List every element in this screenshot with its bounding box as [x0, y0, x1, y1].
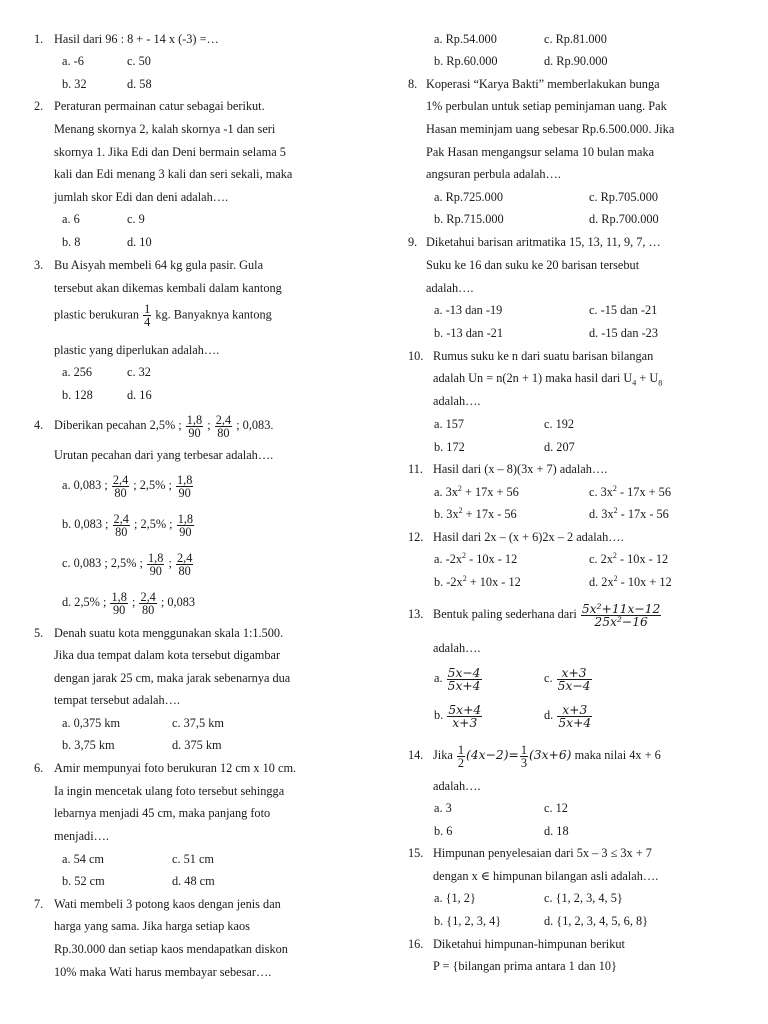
option-text: - 17x - 56 [617, 507, 669, 521]
denominator: x+3 [452, 715, 478, 730]
numerator: 1 [144, 302, 151, 316]
question-line: Diketahui barisan aritmatika 15, 13, 11, 9, 7, … [426, 235, 661, 249]
option-b [434, 574, 521, 590]
question-number: 8. [408, 77, 418, 91]
option-c [589, 484, 671, 500]
option-b [62, 509, 195, 539]
option-text: - 10x + 12 [617, 575, 672, 589]
option-c [62, 548, 194, 578]
denominator: 80 [217, 425, 230, 440]
denominator: 4 [144, 315, 151, 329]
denominator: 90 [178, 485, 191, 500]
question-text: Hasil dari 96 : 8 + - 14 x (-3) =… [54, 32, 219, 46]
question-line: Urutan pecahan dari yang terbesar adalah…. [54, 448, 274, 462]
option-b: b. 32 [62, 77, 87, 91]
question-line: angsuran perbula adalah…. [426, 167, 561, 181]
numerator: 2,4 [176, 550, 193, 565]
fraction [581, 603, 662, 628]
option-b: b. 6 [434, 824, 453, 838]
option-a: a. {1, 2} [434, 891, 476, 905]
numerator: 5x−4 [447, 665, 481, 680]
option-text: ; 2,5% ; [134, 517, 173, 531]
option-text: a. 0,083 ; [62, 478, 108, 492]
numerator: 1,8 [186, 412, 203, 427]
exponent: 2 [457, 483, 462, 493]
question-number: 4. [34, 418, 44, 432]
denominator: 80 [178, 563, 191, 578]
option-a: a. 256 [62, 365, 93, 379]
option-c: c. 32 [127, 365, 151, 379]
math-expression: (4x−2)= [466, 748, 519, 762]
question-line: adalah…. [433, 641, 481, 655]
question-number: 14. [408, 748, 424, 762]
option-c: c. Rp.705.000 [589, 190, 658, 204]
question-line: adalah…. [433, 394, 481, 408]
option-c: c. 12 [544, 801, 568, 815]
option-b: b. Rp.715.000 [434, 212, 504, 226]
numerator: x+3 [557, 704, 592, 717]
question-line-with-fraction [433, 740, 661, 770]
exponent: 2 [612, 483, 617, 493]
question-line: Wati membeli 3 potong kaos dengan jenis dan [54, 897, 281, 911]
subscript: 8 [658, 378, 663, 388]
question-line: 10% maka Wati harus membayar sebesar…. [54, 965, 272, 979]
question-number: 9. [408, 235, 418, 249]
option-b: b. {1, 2, 3, 4} [434, 914, 502, 928]
option-a: a. 157 [434, 417, 465, 431]
option-a: a. -6 [62, 54, 84, 68]
fraction [215, 414, 232, 439]
question-line-with-fraction [433, 599, 662, 629]
subscript: 4 [632, 378, 637, 388]
option-a: a. 3 [434, 801, 452, 815]
option-letter: a. [434, 671, 443, 685]
fraction [457, 744, 465, 769]
question-line: dengan x ∈ himpunan bilangan asli adalah…. [433, 869, 659, 883]
option-c: c. 51 cm [172, 852, 215, 866]
option-letter: b. [434, 708, 444, 722]
question-number: 1. [34, 32, 44, 46]
option-text: ; [168, 556, 172, 570]
fraction [139, 591, 156, 616]
numerator: 2,4 [215, 412, 232, 427]
fraction [176, 552, 193, 577]
question-number: 5. [34, 626, 44, 640]
denominator: 90 [188, 425, 201, 440]
option-c [589, 551, 668, 567]
fraction [110, 591, 127, 616]
option-b: b. Rp.60.000 [434, 54, 498, 68]
text-fragment: kg. Banyaknya kantong [155, 307, 272, 322]
text-fragment: adalah Un = n(2n + 1) maka hasil dari U [433, 371, 633, 385]
question-number: 7. [34, 897, 44, 911]
option-a [434, 484, 519, 500]
exponent: 2 [462, 550, 466, 560]
text-fragment: Bentuk paling sederhana dari [433, 607, 577, 621]
exponent: 2 [462, 573, 467, 583]
option-d: d. 18 [544, 824, 569, 838]
question-line: Peraturan permainan catur sebagai berikut. [54, 99, 265, 113]
denominator: 90 [113, 602, 126, 617]
denominator: 80 [114, 485, 127, 500]
option-c: c. {1, 2, 3, 4, 5} [544, 891, 623, 905]
fraction [143, 303, 151, 328]
question-line-with-fraction [54, 410, 273, 440]
option-d: d. 58 [127, 77, 152, 91]
option-text: b. 0,083 ; [62, 517, 109, 531]
question-number: 12. [408, 530, 424, 544]
option-text: d. 3x [589, 507, 614, 521]
fraction [112, 474, 129, 499]
option-d: d. Rp.90.000 [544, 54, 608, 68]
question-text: Hasil dari (x – 8)(3x + 7) adalah…. [433, 462, 608, 476]
numerator: 5x+4 [448, 702, 482, 717]
option-text: + 17x + 56 [461, 485, 519, 499]
denominator: 80 [141, 602, 155, 617]
option-text: - 17x + 56 [616, 485, 671, 499]
option-d: d. -15 dan -23 [589, 326, 658, 340]
question-line: Koperasi “Karya Bakti” memberlakukan bunga [426, 77, 660, 91]
option-a: a. -13 dan -19 [434, 303, 503, 317]
numerator: x+3 [557, 667, 592, 680]
fraction [186, 414, 203, 439]
text-fragment: plastic berukuran [54, 307, 140, 322]
option-b: b. 8 [62, 235, 81, 249]
option-b [434, 506, 517, 522]
numerator: 1,8 [177, 511, 194, 526]
option-b: b. 3,75 km [62, 738, 115, 752]
denominator: 3 [520, 755, 527, 770]
option-d: d. 16 [127, 388, 152, 402]
denominator: 5x−4 [557, 678, 591, 693]
denominator: 5x+4 [447, 678, 481, 693]
option-text: + 10x - 12 [466, 575, 521, 589]
question-line: adalah…. [433, 779, 481, 793]
option-d [62, 587, 195, 617]
numerator: 1,8 [148, 550, 164, 565]
question-number: 15. [408, 846, 424, 860]
option-d: d. 207 [544, 440, 575, 454]
denominator: 90 [149, 563, 162, 578]
question-line: Rumus suku ke n dari suatu barisan bilangan [433, 349, 654, 363]
numerator: 2,4 [113, 511, 129, 526]
text-fragment: Diberikan pecahan 2,5% ; [54, 418, 182, 432]
option-text: - 10x - 12 [616, 552, 669, 566]
option-text: b. -2x [434, 575, 463, 589]
math-expression: (3x+6) [529, 748, 572, 762]
option-text: d. 2x [589, 575, 614, 589]
question-line: menjadi…. [54, 829, 109, 843]
option-c: c. 192 [544, 417, 575, 431]
question-line: adalah…. [426, 281, 474, 295]
numerator: 1,8 [111, 589, 127, 604]
option-text: a. -2x [434, 552, 462, 566]
question-line [433, 370, 662, 386]
numerator: 1,8 [176, 472, 193, 487]
question-line: Ia ingin mencetak ulang foto tersebut sehingga [54, 784, 285, 798]
fraction [176, 474, 193, 499]
question-line: Denah suatu kota menggunakan skala 1:1.500. [54, 626, 284, 640]
denominator: 2 [457, 755, 465, 770]
option-text: ; 2,5% ; [133, 478, 172, 492]
text-fragment: ; [207, 418, 211, 432]
question-line: jumlah skor Edi dan deni adalah…. [54, 190, 229, 204]
option-a: a. 6 [62, 212, 80, 226]
numerator: 2,4 [112, 472, 129, 487]
denominator: 90 [179, 524, 192, 539]
option-b: b. 52 cm [62, 874, 105, 888]
option-b: b. 128 [62, 388, 93, 402]
option-a: a. 0,375 km [62, 716, 121, 730]
question-number: 10. [408, 349, 424, 363]
option-text: ; 0,083 [160, 595, 196, 609]
denominator: 5x+4 [558, 715, 592, 730]
fraction [147, 552, 164, 577]
exponent: 2 [613, 573, 618, 583]
question-line: Hasan meminjam uang sebesar Rp.6.500.000. Jika [426, 122, 675, 136]
question-line: Suku ke 16 dan suku ke 20 barisan tersebut [426, 258, 640, 272]
option-d: d. 48 cm [172, 874, 215, 888]
option-text: c. 3x [589, 485, 613, 499]
option-d [589, 574, 672, 590]
question-line: Bu Aisyah membeli 64 kg gula pasir. Gula [54, 258, 264, 272]
text-fragment: Jika [433, 748, 453, 762]
option-a [434, 663, 483, 693]
option-d: d. 10 [127, 235, 152, 249]
question-line: Rp.30.000 dan setiap kaos mendapatkan diskon [54, 942, 288, 956]
question-line-with-fraction [54, 303, 272, 328]
fraction [520, 744, 528, 769]
question-line: Jika dua tempat dalam kota tersebut digambar [54, 648, 281, 662]
question-line: Menang skornya 2, kalah skornya -1 dan seri [54, 122, 276, 136]
fraction [557, 704, 592, 729]
option-d [544, 700, 593, 730]
question-line: Amir mempunyai foto berukuran 12 cm x 10 cm. [54, 761, 297, 775]
question-number: 2. [34, 99, 44, 113]
option-text: c. 2x [589, 552, 613, 566]
option-c: c. Rp.81.000 [544, 32, 607, 46]
denominator: 25x²−16 [594, 614, 648, 629]
question-line: lebarnya menjadi 45 cm, maka panjang foto [54, 806, 271, 820]
option-b: b. 172 [434, 440, 465, 454]
exponent: 2 [613, 505, 618, 515]
option-d: d. 375 km [172, 738, 222, 752]
question-line: P = {bilangan prima antara 1 dan 10} [433, 959, 617, 973]
option-a [434, 551, 517, 567]
numerator: 5x²+11x−12 [581, 601, 661, 616]
denominator: 80 [115, 524, 128, 539]
option-text: c. 0,083 ; 2,5% ; [62, 556, 143, 570]
option-c: c. 9 [127, 212, 145, 226]
exponent: 2 [458, 505, 463, 515]
option-text: + 17x - 56 [462, 507, 517, 521]
option-c [544, 663, 593, 693]
fraction [557, 667, 592, 692]
question-number: 3. [34, 258, 44, 272]
option-text: b. 3x [434, 507, 459, 521]
option-a [62, 470, 194, 500]
text-fragment: maka nilai 4x + 6 [574, 748, 661, 762]
question-number: 16. [408, 937, 424, 951]
question-line: kali dan Edi menang 3 kali dan seri sekali, maka [54, 167, 293, 181]
question-line: Himpunan penyelesaian dari 5x – 3 ≤ 3x + 7 [433, 846, 652, 860]
fraction [447, 667, 482, 692]
option-b: b. -13 dan -21 [434, 326, 503, 340]
numerator: 2,4 [140, 589, 156, 604]
question-line: harga yang sama. Jika harga setiap kaos [54, 919, 250, 933]
option-text: a. 3x [434, 485, 458, 499]
question-line: tersebut akan dikemas kembali dalam kantong [54, 281, 282, 295]
question-line: plastic yang diperlukan adalah…. [54, 343, 220, 357]
option-d: d. Rp.700.000 [589, 212, 659, 226]
question-line: tempat tersebut adalah…. [54, 693, 180, 707]
option-a: a. 54 cm [62, 852, 105, 866]
option-c: c. 50 [127, 54, 151, 68]
question-line: dengan jarak 25 cm, maka jarak sebenarnya dua [54, 671, 291, 685]
question-line: 1% perbulan untuk setiap peminjaman uang. Pak [426, 99, 667, 113]
numerator: 1 [520, 742, 527, 757]
option-letter: d. [544, 708, 554, 722]
question-text: Hasil dari 2x – (x + 6)2x – 2 adalah…. [433, 530, 624, 544]
option-a: a. Rp.54.000 [434, 32, 497, 46]
text-fragment: ; 0,083. [236, 418, 274, 432]
question-line: skornya 1. Jika Edi dan Deni bermain selama 5 [54, 145, 286, 159]
option-b [434, 700, 483, 730]
fraction [113, 513, 130, 538]
fraction [177, 513, 194, 538]
option-d [589, 506, 669, 522]
option-a: a. Rp.725.000 [434, 190, 503, 204]
text-fragment: + U [636, 371, 659, 385]
exponent: 2 [612, 550, 617, 560]
question-number: 13. [408, 607, 424, 621]
question-line: Diketahui himpunan-himpunan berikut [433, 937, 625, 951]
question-line: Pak Hasan mengangsur selama 10 bulan maka [426, 145, 655, 159]
numerator: 1 [457, 742, 465, 757]
option-text: d. 2,5% ; [62, 595, 107, 609]
option-d: d. {1, 2, 3, 4, 5, 6, 8} [544, 914, 649, 928]
question-number: 6. [34, 761, 44, 775]
option-letter: c. [544, 671, 553, 685]
option-c: c. -15 dan -21 [589, 303, 658, 317]
option-text: - 10x - 12 [466, 552, 518, 566]
fraction [447, 704, 482, 729]
question-number: 11. [408, 462, 423, 476]
option-text: ; [131, 595, 136, 609]
option-c: c. 37,5 km [172, 716, 224, 730]
